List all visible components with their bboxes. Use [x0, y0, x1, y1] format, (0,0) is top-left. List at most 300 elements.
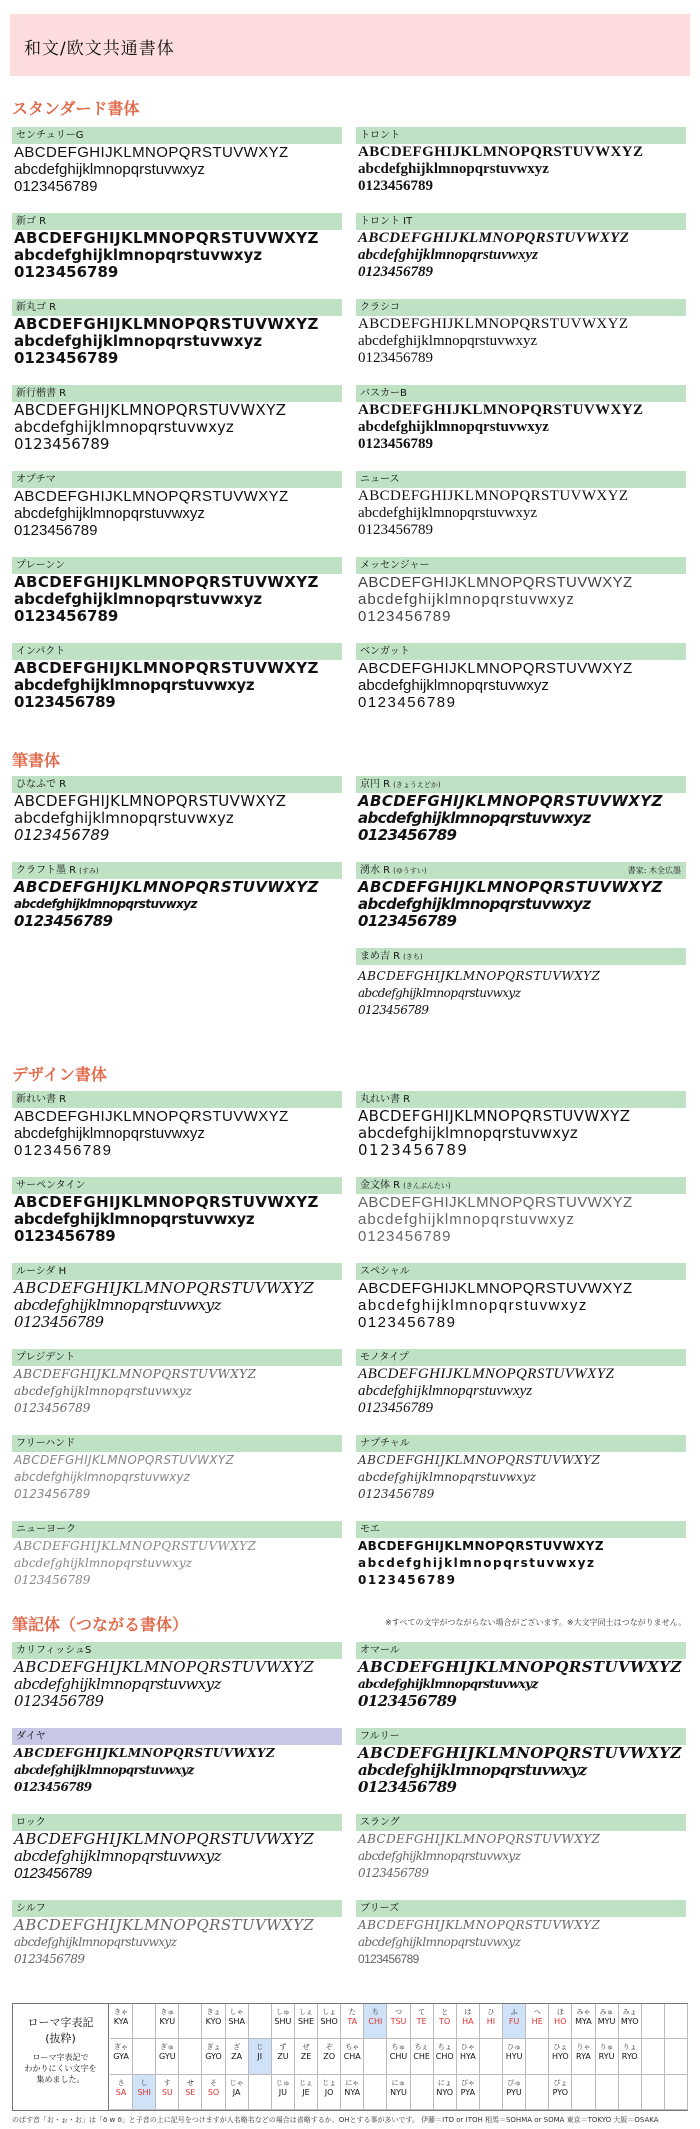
romaji-latin: KYU [159, 2017, 176, 2026]
romaji-cell [665, 2075, 688, 2110]
romaji-cell [249, 2004, 272, 2039]
connection-notice: ※すべての文字がつながらない場合がございます。※大文字同士はつながりません。 [385, 1618, 687, 1627]
sample-lowercase: abcdefghijklmnopqrstuvwxyz [358, 333, 538, 349]
sample-digits: 0123456789 [14, 263, 119, 281]
romaji-table-header [13, 2004, 109, 2110]
romaji-cell [549, 2075, 572, 2110]
font-sample-baskerville-b [356, 385, 686, 453]
romaji-cell [503, 2039, 526, 2074]
sample-digits: 0123456789 [14, 178, 98, 195]
font-sample-kinbuntai-r [356, 1177, 686, 1245]
romaji-cell [619, 2075, 642, 2110]
sample-digits: 0123456789 [358, 1228, 452, 1245]
romaji-latin: TSU [390, 2017, 407, 2026]
romaji-cell [411, 2004, 434, 2039]
romaji-latin: GYU [159, 2052, 176, 2062]
font-sample-calligraphy-s [12, 1642, 342, 1710]
sample-lowercase: abcdefghijklmnopqrstuvwxyz [14, 418, 234, 436]
romaji-latin: TO [439, 2017, 451, 2026]
sample-digits: 0123456789 [358, 1952, 419, 1966]
sample-lowercase: abcdefghijklmnopqrstuvwxyz [14, 1210, 255, 1228]
romaji-kana: じ [256, 2043, 264, 2052]
romaji-kana: きゃ [114, 2008, 129, 2016]
font-sample-breeze [356, 1900, 686, 1968]
romaji-cell [387, 2004, 410, 2039]
romaji-grid [110, 2004, 688, 2110]
romaji-cell [665, 2039, 688, 2074]
romaji-cell [156, 2004, 179, 2039]
romaji-cell [526, 2004, 549, 2039]
romaji-cell [549, 2039, 572, 2074]
font-sample-news [356, 471, 686, 539]
sample-lowercase: abcdefghijklmnopqrstuvwxyz [14, 676, 255, 694]
romaji-cell [156, 2075, 179, 2110]
romaji-latin: FU [508, 2017, 520, 2026]
romaji-cell [619, 2039, 642, 2074]
romaji-cell [318, 2075, 341, 2110]
font-reading-label: (ゆうすい) [393, 867, 427, 875]
font-sample-shingo-r [12, 213, 342, 281]
romaji-kana: さ [117, 2078, 125, 2087]
sample-lowercase: abcdefghijklmnopqrstuvwxyz [358, 1556, 596, 1570]
sample-digits: 0123456789 [358, 178, 433, 194]
romaji-cell [411, 2039, 434, 2074]
sample-lowercase: abcdefghijklmnopqrstuvwxyz [358, 505, 538, 521]
sample-digits: 0123456789 [14, 522, 98, 539]
romaji-cell [272, 2075, 295, 2110]
romaji-latin: NYU [390, 2087, 407, 2097]
font-name-label: モノタイプ [356, 1349, 686, 1366]
font-name-label: バスカーB [356, 385, 686, 402]
page-title: 和文/欧文共通書体 [24, 39, 175, 59]
sample-digits: 0123456789 [14, 607, 119, 625]
romaji-latin: RYO [621, 2052, 638, 2062]
sample-digits: 0123456789 [358, 1778, 457, 1796]
sample-digits: 0123456789 [14, 349, 119, 367]
romaji-latin: SHE [297, 2017, 315, 2026]
romaji-cell [642, 2004, 665, 2039]
sample-digits: 0123456789 [14, 1573, 91, 1587]
romaji-latin: JO [324, 2087, 334, 2097]
font-reading-label: (きんぶんたい) [403, 1182, 451, 1190]
font-sample-serpentine [12, 1177, 342, 1245]
font-name-label: センチュリーG [12, 127, 342, 144]
romaji-kana: ほ [556, 2008, 564, 2016]
romaji-kana: りょ [622, 2043, 637, 2052]
romaji-cell [503, 2004, 526, 2039]
font-sample-slang [356, 1814, 686, 1882]
sample-lowercase: abcdefghijklmnopqrstuvwxyz [14, 1556, 192, 1570]
romaji-kana: し [140, 2078, 148, 2087]
romaji-latin: MYA [575, 2017, 592, 2026]
romaji-latin: JU [278, 2087, 287, 2097]
font-sample-fruit [356, 1728, 686, 1796]
romaji-title: ローマ字表記 [27, 2016, 94, 2029]
sample-uppercase: ABCDEFGHIJKLMNOPQRSTUVWXYZ [14, 574, 319, 591]
romaji-kana: じゅ [275, 2078, 290, 2087]
romaji-cell [341, 2004, 364, 2039]
romaji-latin: SA [115, 2087, 127, 2097]
romaji-cell [503, 2075, 526, 2110]
romaji-cell [110, 2039, 133, 2074]
font-name-label: スラング [356, 1814, 686, 1831]
romaji-cell [295, 2004, 318, 2039]
sample-digits: 0123456789 [358, 1692, 457, 1710]
romaji-latin: PYU [506, 2087, 522, 2097]
sample-uppercase: ABCDEFGHIJKLMNOPQRSTUVWXYZ [358, 144, 644, 160]
font-name-label: まめ吉 R [360, 951, 401, 962]
sample-uppercase: ABCDEFGHIJKLMNOPQRSTUVWXYZ [358, 793, 663, 810]
romaji-kana: は [464, 2008, 472, 2016]
sample-uppercase: ABCDEFGHIJKLMNOPQRSTUVWXYZ [14, 488, 289, 505]
romaji-cell [226, 2039, 249, 2074]
sample-lowercase: abcdefghijklmnopqrstuvwxyz [358, 1849, 521, 1863]
font-sample-diamond [12, 1728, 342, 1796]
font-sample-sylph [12, 1900, 342, 1968]
font-sample-marureisho-r [356, 1091, 686, 1159]
sample-uppercase: ABCDEFGHIJKLMNOPQRSTUVWXYZ [14, 402, 287, 419]
romaji-cell [411, 2075, 434, 2110]
sample-lowercase: abcdefghijklmnopqrstuvwxyz [14, 1125, 205, 1142]
romaji-kana: と [441, 2008, 449, 2016]
romaji-latin: CHE [413, 2052, 430, 2062]
sample-uppercase: ABCDEFGHIJKLMNOPQRSTUVWXYZ [358, 660, 633, 677]
romaji-latin: NYO [436, 2087, 454, 2097]
romaji-kana: しゃ [229, 2008, 244, 2016]
sample-uppercase: ABCDEFGHIJKLMNOPQRSTUVWXYZ [358, 1539, 604, 1553]
romaji-cell [572, 2004, 595, 2039]
sample-uppercase: ABCDEFGHIJKLMNOPQRSTUVWXYZ [358, 1194, 633, 1211]
romaji-latin: SHO [320, 2017, 338, 2026]
romaji-cell [457, 2039, 480, 2074]
romaji-kana: ぞ [325, 2043, 333, 2052]
font-name-label: シルフ [12, 1900, 342, 1917]
sample-lowercase: abcdefghijklmnopqrstuvwxyz [14, 1470, 190, 1484]
romaji-latin: GYO [205, 2052, 222, 2062]
romaji-cell [295, 2039, 318, 2074]
sample-digits: 0123456789 [358, 1003, 429, 1017]
sample-uppercase: ABCDEFGHIJKLMNOPQRSTUVWXYZ [14, 1659, 315, 1676]
romaji-latin: PYA [460, 2087, 476, 2097]
sample-digits: 0123456789 [14, 1227, 116, 1245]
sample-uppercase: ABCDEFGHIJKLMNOPQRSTUVWXYZ [14, 879, 319, 896]
romaji-cell [179, 2039, 202, 2074]
romaji-table [12, 2003, 688, 2111]
sample-lowercase: abcdefghijklmnopqrstuvwxyz [358, 1297, 588, 1314]
section-brush-heading: 筆書体 [12, 751, 61, 770]
romaji-kana: せ [186, 2078, 194, 2087]
sample-lowercase: abcdefghijklmnopqrstuvwxyz [14, 897, 197, 911]
sample-uppercase: ABCDEFGHIJKLMNOPQRSTUVWXYZ [358, 1659, 682, 1676]
font-name-label: スペシャル [356, 1263, 686, 1280]
font-name-label: ひなふで R [12, 776, 342, 793]
romaji-kana: す [163, 2078, 171, 2087]
font-name-label: カリフィッシュS [12, 1642, 342, 1659]
romaji-kana: た [348, 2008, 356, 2016]
sample-lowercase: abcdefghijklmnopqrstuvwxyz [358, 1470, 536, 1484]
sample-lowercase: abcdefghijklmnopqrstuvwxyz [358, 809, 591, 827]
sample-uppercase: ABCDEFGHIJKLMNOPQRSTUVWXYZ [14, 230, 319, 247]
font-sample-newyork [12, 1521, 342, 1589]
romaji-subtitle: (抜粋) [45, 2032, 76, 2045]
font-name-label: プレーンン [12, 557, 342, 574]
font-sample-messenger [356, 557, 686, 625]
font-sample-classico [356, 299, 686, 367]
romaji-latin: HE [531, 2017, 543, 2026]
sample-uppercase: ABCDEFGHIJKLMNOPQRSTUVWXYZ [358, 488, 629, 504]
font-sample-hinafude-r [12, 776, 342, 844]
romaji-kana: ちゅ [391, 2043, 406, 2052]
sample-uppercase: ABCDEFGHIJKLMNOPQRSTUVWXYZ [14, 316, 319, 333]
sample-uppercase: ABCDEFGHIJKLMNOPQRSTUVWXYZ [14, 1746, 276, 1760]
font-name-label: トロント IT [356, 213, 686, 230]
sample-uppercase: ABCDEFGHIJKLMNOPQRSTUVWXYZ [358, 1745, 682, 1762]
sample-lowercase: abcdefghijklmnopqrstuvwxyz [358, 1124, 578, 1142]
sample-uppercase: ABCDEFGHIJKLMNOPQRSTUVWXYZ [358, 316, 629, 332]
font-name-label: 新丸ゴ R [12, 299, 342, 316]
sample-digits: 0123456789 [14, 1487, 91, 1501]
font-sample-kyoen-r [356, 776, 686, 844]
sample-uppercase: ABCDEFGHIJKLMNOPQRSTUVWXYZ [358, 1280, 633, 1297]
romaji-kana: つ [394, 2008, 402, 2016]
sample-uppercase: ABCDEFGHIJKLMNOPQRSTUVWXYZ [358, 574, 633, 591]
sample-digits: 0123456789 [14, 912, 113, 930]
sample-uppercase: ABCDEFGHIJKLMNOPQRSTUVWXYZ [358, 1918, 601, 1932]
sample-lowercase: abcdefghijklmnopqrstuvwxyz [14, 590, 263, 608]
romaji-cell [179, 2075, 202, 2110]
romaji-kana: みゃ [576, 2008, 591, 2016]
romaji-cell [110, 2075, 133, 2110]
romaji-latin: KYA [113, 2017, 129, 2026]
romaji-cell [549, 2004, 572, 2039]
romaji-cell [457, 2004, 480, 2039]
romaji-kana: ぎゅ [160, 2043, 175, 2052]
romaji-kana: へ [533, 2008, 541, 2016]
sample-digits: 0123456789 [14, 1780, 92, 1794]
romaji-latin: HYU [505, 2052, 523, 2062]
romaji-latin: ZA [231, 2052, 243, 2062]
font-name-label: 京円 R [360, 779, 391, 790]
romaji-kana: ちょ [437, 2043, 452, 2052]
romaji-cell [156, 2039, 179, 2074]
font-name-label: フリーハンド [12, 1435, 342, 1452]
font-sample-optima [12, 471, 342, 539]
romaji-cell [526, 2039, 549, 2074]
romaji-cell [272, 2004, 295, 2039]
font-name-label: 丸れい書 R [356, 1091, 686, 1108]
romaji-cell [110, 2004, 133, 2039]
romaji-latin: RYU [598, 2052, 615, 2062]
romaji-kana: きょ [206, 2008, 221, 2016]
font-sample-lucida-h [12, 1263, 342, 1331]
romaji-cell [133, 2004, 156, 2039]
romaji-kana: ぎゃ [114, 2043, 129, 2052]
calligrapher-note: 書家: 木全広墨 [627, 866, 681, 875]
romaji-cell [202, 2039, 225, 2074]
romaji-kana: りゅ [599, 2043, 614, 2052]
font-name-label: ニュース [356, 471, 686, 488]
romaji-kana: ひょ [553, 2043, 568, 2052]
romaji-latin: SO [207, 2087, 220, 2097]
sample-lowercase: abcdefghijklmnopqrstuvwxyz [358, 895, 591, 913]
romaji-latin: RYA [576, 2052, 591, 2062]
font-name-label: インパクト [12, 643, 342, 660]
romaji-cell [642, 2039, 665, 2074]
romaji-cell [364, 2075, 387, 2110]
font-sample-century-g [12, 127, 342, 195]
font-name-label: ニューヨーク [12, 1521, 342, 1538]
romaji-cell [318, 2004, 341, 2039]
font-reading-label: (すみ) [79, 867, 99, 875]
romaji-cell [642, 2075, 665, 2110]
romaji-kana: ぴゃ [460, 2078, 475, 2087]
romaji-latin: CHA [343, 2052, 361, 2062]
romaji-cell [249, 2075, 272, 2110]
romaji-latin: MYU [597, 2017, 616, 2026]
font-name-label: メッセンジャー [356, 557, 686, 574]
font-sample-president [12, 1349, 342, 1417]
font-sample-moe [356, 1521, 686, 1589]
romaji-kana: じゃ [229, 2078, 244, 2087]
font-name-label: 新行楷書 R [12, 385, 342, 402]
sample-digits: 0123456789 [358, 1487, 435, 1501]
sample-lowercase: abcdefghijklmnopqrstuvwxyz [14, 1384, 192, 1398]
romaji-latin: HI [486, 2017, 496, 2026]
sample-digits: 0123456789 [14, 1692, 104, 1710]
sample-lowercase: abcdefghijklmnopqrstuvwxyz [358, 986, 521, 1000]
romaji-latin: TE [416, 2017, 427, 2026]
romaji-cell [596, 2039, 619, 2074]
font-sample-naptial [356, 1435, 686, 1503]
font-sample-omar [356, 1642, 686, 1710]
font-reading-label: (きち) [403, 953, 423, 961]
sample-uppercase: ABCDEFGHIJKLMNOPQRSTUVWXYZ [358, 1108, 631, 1125]
font-name-label: モエ [356, 1521, 686, 1538]
font-sample-mamekichi-r [356, 948, 686, 1019]
font-name-label: ルーシダ H [12, 1263, 342, 1280]
sample-digits: 0123456789 [358, 436, 433, 452]
romaji-cell [596, 2075, 619, 2110]
romaji-cell [318, 2039, 341, 2074]
font-name-label: オマール [356, 1642, 686, 1659]
sample-digits: 0123456789 [14, 1401, 91, 1415]
sample-lowercase: abcdefghijklmnopqrstuvwxyz [358, 1677, 538, 1691]
romaji-latin: CHU [389, 2052, 408, 2062]
sample-uppercase: ABCDEFGHIJKLMNOPQRSTUVWXYZ [14, 1831, 315, 1848]
romaji-kana: ぜ [302, 2043, 310, 2052]
sample-digits: 0123456789 [358, 1400, 433, 1416]
romaji-cell [272, 2039, 295, 2074]
romaji-latin: KYO [205, 2017, 222, 2026]
romaji-cell [457, 2075, 480, 2110]
romaji-cell [179, 2004, 202, 2039]
sample-digits: 0123456789 [14, 693, 116, 711]
font-name-label: 湧水 R [360, 865, 391, 876]
romaji-cell [133, 2075, 156, 2110]
romaji-kana: しゅ [275, 2008, 290, 2016]
romaji-latin: JA [232, 2087, 241, 2097]
romaji-kana: ちぇ [414, 2043, 429, 2052]
romaji-cell [434, 2075, 457, 2110]
romaji-kana: きゅ [160, 2008, 175, 2016]
romaji-kana: ざ [233, 2043, 241, 2052]
font-name-label: ナプチャル [356, 1435, 686, 1452]
sample-lowercase: abcdefghijklmnopqrstuvwxyz [14, 1935, 177, 1949]
romaji-latin: SHA [228, 2017, 245, 2026]
romaji-cell [364, 2004, 387, 2039]
sample-lowercase: abcdefghijklmnopqrstuvwxyz [14, 161, 205, 178]
sample-digits: 0123456789 [358, 694, 457, 711]
romaji-kana: ち [371, 2008, 379, 2016]
font-name-label: サーペンタイン [12, 1177, 342, 1194]
sample-digits: 0123456789 [358, 1866, 429, 1880]
romaji-cell [480, 2004, 503, 2039]
font-name-label: 新れい書 R [12, 1091, 342, 1108]
sample-digits: 0123456789 [14, 1952, 85, 1966]
sample-lowercase: abcdefghijklmnopqrstuvwxyz [358, 161, 549, 177]
romaji-cell [434, 2004, 457, 2039]
romaji-kana: ず [279, 2043, 287, 2052]
romaji-kana: じぇ [299, 2078, 314, 2087]
romaji-latin: GYA [113, 2052, 129, 2062]
sample-uppercase: ABCDEFGHIJKLMNOPQRSTUVWXYZ [14, 793, 287, 810]
sample-uppercase: ABCDEFGHIJKLMNOPQRSTUVWXYZ [358, 1366, 615, 1382]
romaji-latin: HYO [551, 2052, 569, 2062]
romaji-kana: ふ [510, 2008, 518, 2016]
sample-digits: 0123456789 [14, 1865, 92, 1882]
romaji-latin: HA [462, 2017, 474, 2026]
sample-digits: 0123456789 [358, 350, 433, 366]
romaji-kana: ぴゅ [507, 2078, 522, 2087]
sample-digits: 0123456789 [358, 1141, 469, 1159]
sample-digits: 0123456789 [358, 912, 457, 930]
sample-digits: 0123456789 [358, 264, 433, 280]
romaji-cell [202, 2004, 225, 2039]
sample-uppercase: ABCDEFGHIJKLMNOPQRSTUVWXYZ [358, 402, 644, 418]
sample-lowercase: abcdefghijklmnopqrstuvwxyz [358, 1211, 575, 1228]
font-sample-tronto-it [356, 213, 686, 281]
romaji-latin: ZO [323, 2052, 336, 2062]
romaji-cell [249, 2039, 272, 2074]
romaji-kana: しょ [322, 2008, 337, 2016]
romaji-kana: みゅ [599, 2008, 614, 2016]
romaji-kana: ひゅ [507, 2043, 522, 2052]
section-design-heading: デザイン書体 [12, 1065, 107, 1084]
font-sample-monotype [356, 1349, 686, 1417]
font-name-label: クラシコ [356, 299, 686, 316]
font-reading-label: (きょうえどか) [393, 781, 441, 789]
footnote: のばす音「お・ぉ・お」は「ō w ō」と子音の上に記号をつけますが人名略名などの場合は省略するか、OHとする事が多いです。 伊藤＝ITO or ITOH 相馬＝SOHMA or SOMA 東京＝TOKYO 大阪＝OSAKA [12, 2116, 659, 2124]
font-sample-freehand [12, 1435, 342, 1503]
sample-digits: 0123456789 [14, 1313, 104, 1331]
romaji-cell [480, 2039, 503, 2074]
romaji-kana: ちゃ [345, 2043, 360, 2052]
romaji-kana: りゃ [576, 2043, 591, 2052]
font-name-label: トロント [356, 127, 686, 144]
font-sample-bengut [356, 643, 686, 711]
romaji-latin: TA [347, 2017, 358, 2026]
romaji-cell [226, 2075, 249, 2110]
romaji-latin: HO [554, 2017, 567, 2026]
romaji-cell [226, 2004, 249, 2039]
sample-uppercase: ABCDEFGHIJKLMNOPQRSTUVWXYZ [14, 660, 319, 677]
font-name-label: 金文体 R [360, 1180, 401, 1191]
section-script-heading: 筆記体（つながる書体） [12, 1615, 189, 1634]
romaji-kana: ぎょ [206, 2043, 221, 2052]
font-sample-plain [12, 557, 342, 625]
sample-lowercase: abcdefghijklmnopqrstuvwxyz [14, 809, 234, 827]
romaji-kana: にゃ [345, 2078, 360, 2087]
